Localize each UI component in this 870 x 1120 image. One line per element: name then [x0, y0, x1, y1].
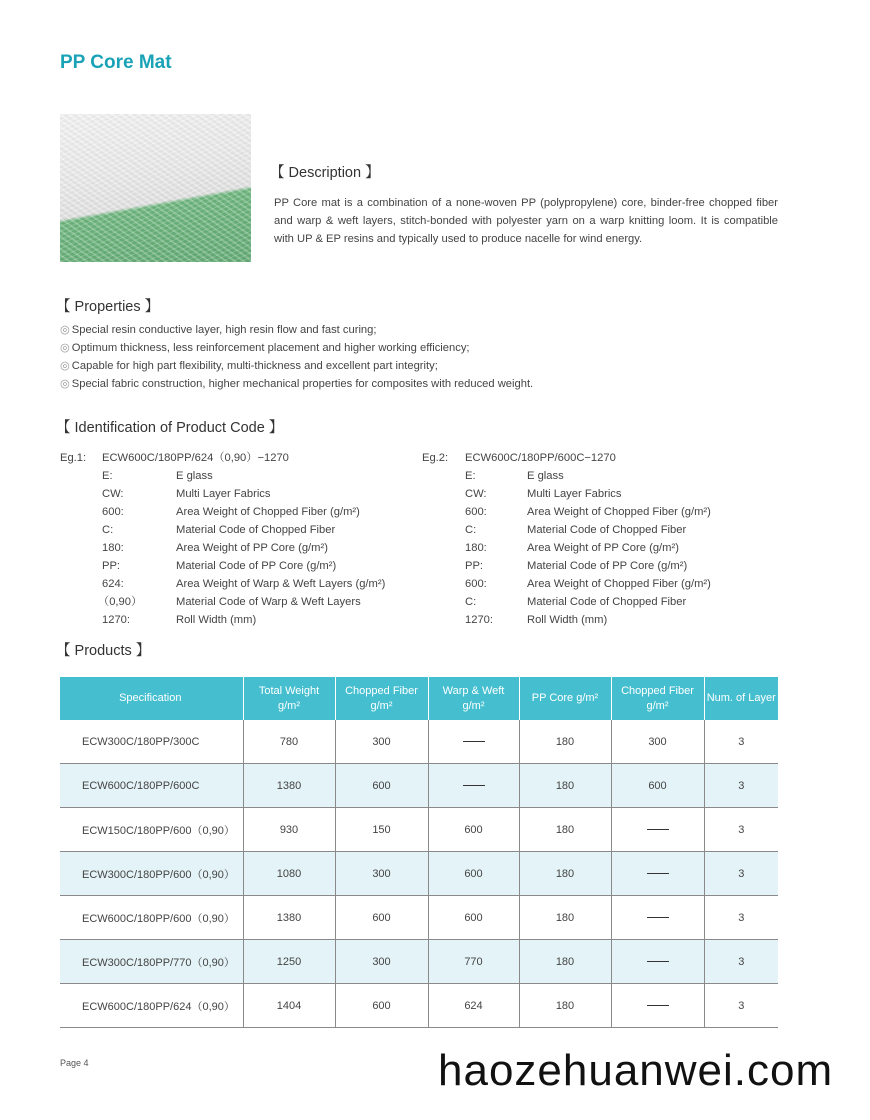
- table-cell: 3: [704, 940, 778, 984]
- code-example-1: [60, 449, 420, 629]
- table-cell: [611, 984, 704, 1028]
- table-cell: [428, 764, 519, 808]
- table-cell: 1250: [243, 940, 335, 984]
- code-value: Area Weight of Chopped Fiber (g/m²): [527, 578, 711, 590]
- table-cell: 180: [519, 984, 611, 1028]
- header-chopped-fiber: Chopped Fiber g/m²: [335, 677, 428, 720]
- code-key: PP:: [465, 560, 484, 572]
- code-value: Area Weight of PP Core (g/m²): [527, 542, 679, 554]
- code-key: C:: [465, 524, 477, 536]
- code-value: Material Code of Chopped Fiber: [176, 524, 336, 536]
- table-cell: ECW600C/180PP/624（0,90）: [60, 984, 243, 1028]
- table-cell: 180: [519, 764, 611, 808]
- example-code: ECW600C/180PP/600C−1270: [465, 452, 616, 464]
- table-row: [60, 984, 778, 1028]
- bullet-icon: ◎: [60, 324, 70, 336]
- table-cell: 600: [335, 984, 428, 1028]
- page-title: PP Core Mat: [60, 52, 172, 73]
- dash-mark: [647, 961, 669, 962]
- dash-mark: [463, 785, 485, 786]
- table-cell: 600: [428, 896, 519, 940]
- property-item: ◎ Special resin conductive layer, high resin flow and fast curing;: [60, 324, 377, 336]
- code-key: C:: [102, 524, 114, 536]
- table-cell: 600: [335, 896, 428, 940]
- table-cell: ECW300C/180PP/300C: [60, 720, 243, 764]
- table-cell: 150: [335, 808, 428, 852]
- bullet-icon: ◎: [60, 360, 70, 372]
- code-value: E glass: [527, 470, 564, 482]
- description-heading: 【 Description 】: [270, 165, 380, 181]
- table-cell: 180: [519, 808, 611, 852]
- table-cell: 1380: [243, 764, 335, 808]
- header-pp-core: PP Core g/m²: [519, 677, 611, 720]
- table-cell: ECW600C/180PP/600（0,90）: [60, 896, 243, 940]
- code-key: CW:: [102, 488, 124, 500]
- table-cell: 300: [335, 720, 428, 764]
- properties-heading: 【 Properties 】: [56, 299, 160, 315]
- property-item: ◎ Capable for high part flexibility, multi-thickness and excellent part integrity;: [60, 360, 438, 372]
- code-value: Roll Width (mm): [527, 614, 608, 626]
- table-cell: 600: [428, 852, 519, 896]
- table-cell: 3: [704, 852, 778, 896]
- dash-mark: [463, 741, 485, 742]
- header-chopped-fiber-2: Chopped Fiber g/m²: [611, 677, 704, 720]
- table-cell: 300: [335, 940, 428, 984]
- code-key: 600:: [102, 506, 124, 518]
- code-key: C:: [465, 596, 477, 608]
- table-cell: 770: [428, 940, 519, 984]
- header-num-layer: Num. of Layer: [704, 677, 778, 720]
- header-total-weight: Total Weight g/m²: [243, 677, 335, 720]
- table-cell: 1404: [243, 984, 335, 1028]
- table-cell: 180: [519, 720, 611, 764]
- table-cell: [611, 852, 704, 896]
- table-cell: 930: [243, 808, 335, 852]
- properties-list: [60, 321, 533, 393]
- code-value: Material Code of Chopped Fiber: [527, 524, 687, 536]
- code-example-2: [422, 449, 782, 629]
- table-cell: 600: [611, 764, 704, 808]
- property-item: ◎ Optimum thickness, less reinforcement placement and higher working efficiency;: [60, 342, 470, 354]
- code-key: 1270:: [102, 614, 130, 626]
- description-text: PP Core mat is a combination of a none-woven PP (polypropylene) core, binder-free chopped fiber and warp & weft layers, stitch-bonded with polyester yarn on a warp knitting loom. It is compatible with UP & EP resins and typically used to produce nacelle for wind energy.: [274, 197, 778, 245]
- table-header-row: [60, 677, 778, 720]
- dash-mark: [647, 829, 669, 830]
- code-value: Multi Layer Fabrics: [527, 488, 622, 500]
- table-cell: 3: [704, 720, 778, 764]
- code-key: 180:: [465, 542, 487, 554]
- table-cell: 1080: [243, 852, 335, 896]
- code-value: Area Weight of Chopped Fiber (g/m²): [527, 506, 711, 518]
- code-key: 600:: [465, 506, 487, 518]
- table-row: [60, 720, 778, 764]
- table-cell: ECW150C/180PP/600（0,90）: [60, 808, 243, 852]
- table-cell: ECW300C/180PP/600（0,90）: [60, 852, 243, 896]
- table-cell: 3: [704, 984, 778, 1028]
- identification-heading: 【 Identification of Product Code 】: [56, 420, 284, 436]
- table-cell: 180: [519, 896, 611, 940]
- table-cell: 600: [428, 808, 519, 852]
- code-value: E glass: [176, 470, 213, 482]
- example-code: ECW600C/180PP/624（0,90）−1270: [102, 452, 289, 464]
- code-key: （0,90）: [98, 596, 143, 608]
- bullet-icon: ◎: [60, 342, 70, 354]
- table-row: [60, 764, 778, 808]
- table-cell: 1380: [243, 896, 335, 940]
- code-value: Area Weight of Warp & Weft Layers (g/m²): [176, 578, 386, 590]
- header-specification: Specification: [60, 677, 243, 720]
- table-row: [60, 940, 778, 984]
- dash-mark: [647, 1005, 669, 1006]
- code-key: PP:: [102, 560, 121, 572]
- table-cell: [611, 940, 704, 984]
- table-cell: [428, 720, 519, 764]
- table-cell: 300: [611, 720, 704, 764]
- code-key: 600:: [465, 578, 487, 590]
- property-item: ◎ Special fabric construction, higher mechanical properties for composites with reduced weight.: [60, 378, 534, 390]
- code-key: 1270:: [465, 614, 493, 626]
- table-cell: ECW300C/180PP/770（0,90）: [60, 940, 243, 984]
- example-label: Eg.1:: [60, 452, 87, 464]
- dash-mark: [647, 917, 669, 918]
- code-value: Area Weight of Chopped Fiber (g/m²): [176, 506, 360, 518]
- table-cell: 180: [519, 852, 611, 896]
- products-heading: 【 Products 】: [56, 643, 151, 659]
- code-key: E:: [465, 470, 476, 482]
- products-table: [60, 677, 778, 1028]
- table-cell: 624: [428, 984, 519, 1028]
- code-value: Area Weight of PP Core (g/m²): [176, 542, 328, 554]
- code-value: Multi Layer Fabrics: [176, 488, 271, 500]
- table-row: [60, 808, 778, 852]
- code-value: Material Code of Warp & Weft Layers: [176, 596, 361, 608]
- table-cell: 600: [335, 764, 428, 808]
- code-value: Material Code of PP Core (g/m²): [527, 560, 688, 572]
- code-key: E:: [102, 470, 113, 482]
- table-cell: 3: [704, 896, 778, 940]
- bullet-icon: ◎: [60, 378, 70, 390]
- table-row: [60, 852, 778, 896]
- table-cell: [611, 808, 704, 852]
- table-cell: ECW600C/180PP/600C: [60, 764, 243, 808]
- table-cell: 180: [519, 940, 611, 984]
- watermark: haozehuanwei.com: [438, 1046, 834, 1095]
- dash-mark: [647, 873, 669, 874]
- table-cell: 780: [243, 720, 335, 764]
- table-cell: 3: [704, 808, 778, 852]
- header-warp-weft: Warp & Weft g/m²: [428, 677, 519, 720]
- page-number: Page 4: [60, 1058, 89, 1068]
- table-row: [60, 896, 778, 940]
- example-label: Eg.2:: [422, 452, 449, 464]
- product-photo: [60, 114, 251, 262]
- code-value: Roll Width (mm): [176, 614, 257, 626]
- code-value: Material Code of PP Core (g/m²): [176, 560, 337, 572]
- code-value: Material Code of Chopped Fiber: [527, 596, 687, 608]
- code-key: 180:: [102, 542, 124, 554]
- code-key: CW:: [465, 488, 487, 500]
- code-key: 624:: [102, 578, 124, 590]
- table-cell: [611, 896, 704, 940]
- table-cell: 3: [704, 764, 778, 808]
- table-cell: 300: [335, 852, 428, 896]
